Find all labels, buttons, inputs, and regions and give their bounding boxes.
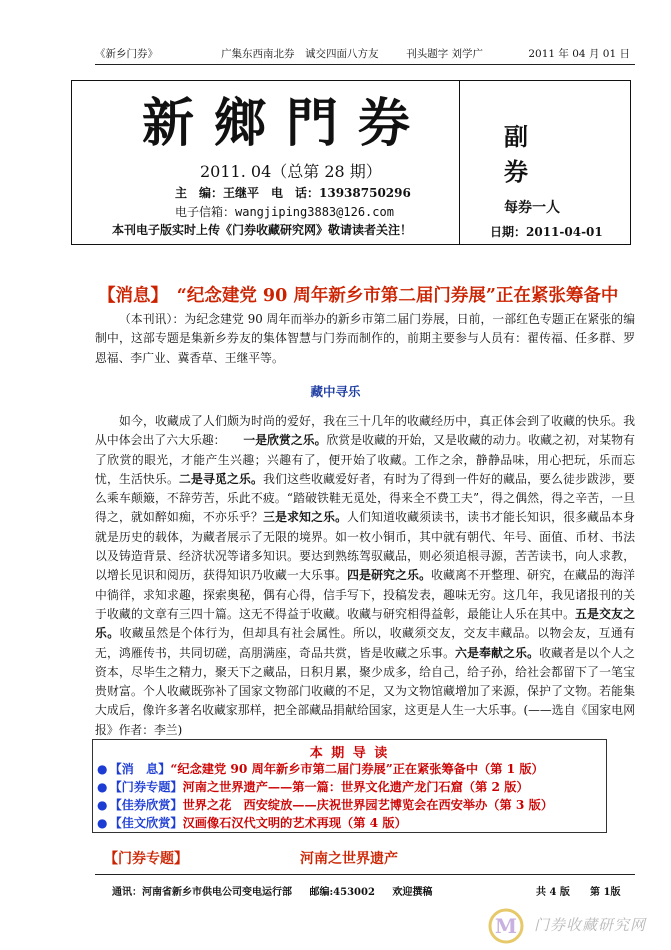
news-headline: 【消息】 “纪念建党 90 周年新乡市第二届门券展”正在紧张筹备中	[98, 286, 619, 306]
issue-number: 2011. 04（总第 28 期）	[200, 162, 382, 181]
guide-item[interactable]: ● 【佳文欣赏】汉画像石汉代文明的艺术再现（第 4 版）	[97, 816, 407, 830]
guide-title: 本 期 导 读	[309, 746, 390, 761]
slogan: 广集东西南北券 诚交四面八方友	[221, 48, 379, 60]
top-rule	[95, 64, 635, 65]
upload-note: 本刊电子版实时上传《门券收藏研究网》敬请读者关注！	[112, 223, 413, 237]
watermark-logo-icon	[486, 906, 526, 946]
section-title: 河南之世界遗产	[300, 851, 398, 867]
calligraphy-credit: 刊头题字 刘学广	[406, 48, 484, 60]
per-person-label: 每券一人	[504, 200, 560, 216]
footer-pages: 共 4 版	[536, 887, 570, 898]
masthead-title: 新鄉門券	[142, 93, 431, 154]
guide-item[interactable]: ● 【门券专题】河南之世界遗产——第一篇：世界文化遗产龙门石窟（第 2 版）	[97, 780, 529, 794]
paper-name: 《新乡门券》	[95, 48, 158, 60]
issue-guide-box	[92, 739, 607, 833]
watermark-text: 门券收藏研究网	[534, 916, 647, 934]
footer-address: 通讯：河南省新乡市供电公司变电运行部	[112, 887, 292, 898]
section-tag: 【门券专题】	[104, 851, 188, 867]
news-paragraph	[95, 310, 635, 368]
footer-page: 第 1版	[590, 887, 621, 898]
bullet-icon: ●	[97, 798, 108, 812]
copy-label: 副 券	[504, 122, 592, 186]
masthead-date: 日期：2011-04-01	[490, 225, 603, 239]
guide-item[interactable]: ● 【佳券欣赏】世界之花 西安绽放——庆祝世界园艺博览会在西安举办（第 3 版）	[97, 798, 554, 812]
article-body	[95, 412, 635, 740]
masthead-divider	[459, 81, 460, 244]
header-date: 2011 年 04 月 01 日	[528, 48, 630, 60]
bullet-icon: ●	[97, 762, 108, 776]
top-info-line	[95, 46, 630, 61]
footer-zip: 邮编:453002	[309, 887, 375, 898]
footer-welcome: 欢迎撰稿	[392, 887, 433, 898]
article-paragraph: 如今，收藏成了人们颇为时尚的爱好，我在三十几年的收藏经历中，真正体会到了收藏的快乐。我从中体会出了六大乐趣： 一是欣赏之乐。欣赏是收藏的开始，又是收藏的动力。收藏之初，对某物有了欣赏的眼光，才能产生兴趣；兴趣有了，便开始了收藏。工作之余，静静品味，用心把玩，乐而忘忧，生活快乐。二是寻觅之乐。我们这些收藏爱好者，有时为了得到一件好的藏品，要么徒步跋涉，要么乘车颠簸，不辞劳苦，乐此不疲。“踏破铁鞋无觅处，得来全不费工夫”，得之偶然，得之辛苦，一旦得之，就如醉如痴，不亦乐乎？三是求知之乐。人们知道收藏须读书，读书才能长知识，很多藏品本身就是历史的载体，为藏者展示了无限的境界。如一枚小铜币，其中就有朝代、年号、面值、币材、书法以及铸造背景、经济状况等诸多知识。要达到熟练驾驭藏品，则必须追根寻源，苦苦读书，向人求教，以增长见识和阅历，获得知识乃收藏一大乐事。四是研究之乐。收藏离不开整理、研究，在藏品的海洋中徜徉，求知求趣，探索奥秘，偶有心得，信手写下，投稿发表，趣味无穷。这几年，我见诸报刊的关于收藏的文章有三四十篇。这无不得益于收藏。收藏与研究相得益彰，最能让人乐在其中。五是交友之乐。收藏虽然是个体行为，但却具有社会属性。所以，收藏须交友，交友丰藏品。以物会友，互通有无，鸿雁传书，共同切磋，高朋满座，奇品共赏，皆是收藏之乐事。六是奉献之乐。收藏者是以个人之资本，尽毕生之精力，聚天下之藏品，日积月累，聚少成多，给自己，给子孙，给社会都留下了一笔宝贵财富。个人收藏既弥补了国家文物部门收藏的不足，又为文物馆藏增加了来源，保护了文物。若能集大成后，像许多著名收藏家那样，把全部藏品捐献给国家，这更是人生一大乐事。(——选自《国家电网报》作者：李兰)	[95, 414, 635, 737]
masthead	[71, 80, 631, 245]
article-title: 藏中寻乐	[310, 384, 361, 399]
email-line: 电子信箱：wangjiping3883@126.com	[175, 205, 394, 219]
guide-item[interactable]: ● 【消 息】“纪念建党 90 周年新乡市第二届门券展”正在紧张筹备中（第 1 版）	[97, 762, 544, 776]
footer	[112, 883, 622, 898]
bullet-icon: ●	[97, 780, 108, 794]
editor-line: 主 编：王继平 电 话：13938750296	[175, 186, 411, 200]
news-text: （本刊讯）：为纪念建党 90 周年而举办的新乡市第二届门券展，日前，一部红色专题正在紧张的编制中，这部专题是集新乡券友的集体智慧与门券而制作的，前期主要参与人员有：翟传福、任多群、罗恩福、李广业、冀香草、王继平等。	[95, 312, 635, 365]
bullet-icon: ●	[97, 816, 108, 830]
svg-text:M: M	[494, 914, 518, 938]
footer-rule	[95, 874, 635, 875]
